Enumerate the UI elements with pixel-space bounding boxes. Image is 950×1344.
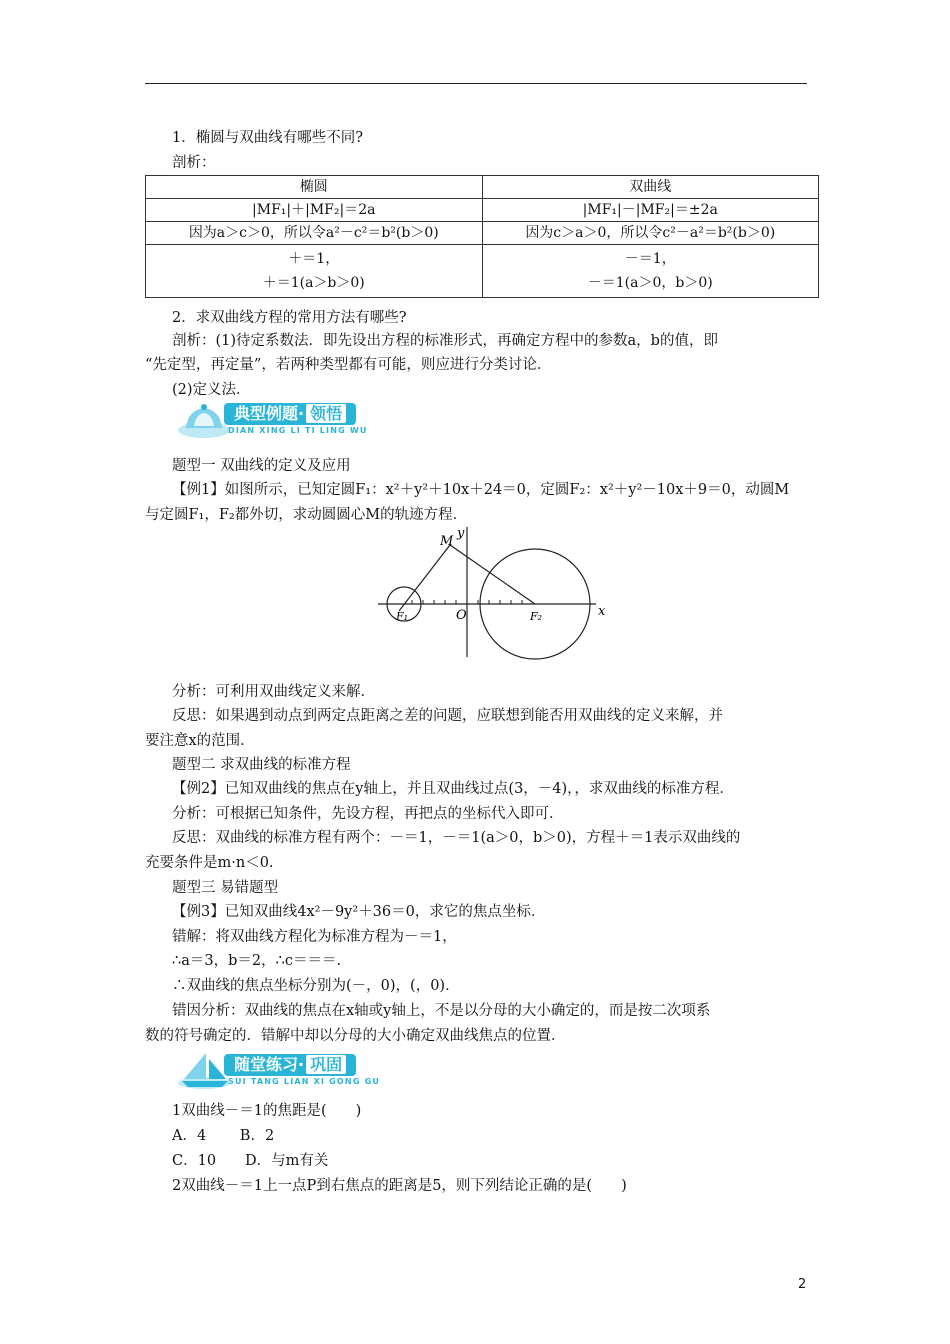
comparison-table: [145, 175, 819, 298]
type2-reflect-line: 反思：双曲线的标准方程有两个：－＝1，－＝1(a＞0，b＞0)，方程＋＝1表示双曲线的: [172, 830, 741, 846]
table-cell-line: ＋＝1，: [288, 251, 340, 267]
table-cell: 因为a＞c＞0，所以令a²－c²＝b²(b＞0): [146, 222, 483, 245]
type1-analysis: 分析：可利用双曲线定义来解．: [172, 684, 375, 700]
table-row: [146, 222, 819, 245]
example1-line: 【例1】如图所示，已知定圆F₁：x²＋y²＋10x＋24＝0，定圆F₂：x²＋y²－10x＋9＝0，动圆M: [172, 482, 790, 498]
label-M: M: [440, 534, 454, 549]
table-cell-line: ＋＝1(a＞b＞0): [262, 275, 365, 291]
type1-title: 题型一 双曲线的定义及应用: [172, 458, 351, 474]
circles-figure: [374, 523, 614, 663]
practice-q1: 1双曲线－＝1的焦距是( ): [172, 1103, 362, 1119]
type1-reflect-line: 反思：如果遇到动点到两定点距离之差的问题，应联想到能否用双曲线的定义来解，并: [172, 708, 723, 724]
q1-title: 1．椭圆与双曲线有哪些不同?: [172, 130, 363, 146]
table-cell: 因为c＞a＞0，所以令c²－a²＝b²(b＞0): [482, 222, 819, 245]
table-row: [146, 245, 819, 298]
section-banner-practice: [176, 1051, 406, 1091]
table-cell-line: －＝1(a＞0，b＞0): [587, 275, 713, 291]
page-number: 2: [798, 1277, 807, 1292]
label-O: O: [456, 608, 467, 623]
header-rule: [145, 83, 807, 84]
q2-analysis-line: “先定型，再定量”，若两种类型都有可能，则应进行分类讨论．: [145, 357, 552, 373]
table-row: [146, 199, 819, 222]
table-cell: |MF₁|－|MF₂|＝±2a: [482, 199, 819, 222]
q2-analysis-line: 剖析：(1)待定系数法．即先设出方程的标准形式，再确定方程中的参数a，b的值，即: [172, 333, 718, 349]
table-head-ellipse: 椭圆: [146, 176, 483, 199]
type2-reflect-line: 充要条件是m·n＜0.: [145, 855, 274, 871]
practice-q2: 2双曲线－＝1上一点P到右焦点的距离是5，则下列结论正确的是( ): [172, 1178, 627, 1194]
table-cell-line: －＝1，: [624, 251, 676, 267]
banner-title: 典型例题· 领悟: [224, 403, 356, 425]
wrong-solution-line: ∴a＝3，b＝2，∴c＝＝＝.: [172, 953, 342, 969]
type2-analysis: 分析：可根据已知条件，先设方程，再把点的坐标代入即可．: [172, 806, 564, 822]
table-cell: |MF₁|＋|MF₂|＝2a: [146, 199, 483, 222]
label-F1: F₁: [396, 610, 409, 623]
type2-title: 题型二 求双曲线的标准方程: [172, 757, 351, 773]
type3-title: 题型三 易错题型: [172, 880, 279, 896]
label-y: y: [457, 526, 465, 541]
table-cell: [482, 245, 819, 298]
practice-q1-options: A．4 B．2: [172, 1128, 275, 1144]
table-head-hyperbola: 双曲线: [482, 176, 819, 199]
banner-title: 随堂练习· 巩固: [224, 1054, 356, 1076]
error-cause-line: 错因分析：双曲线的焦点在x轴或y轴上，不是以分母的大小确定的，而是按二次项系: [172, 1003, 711, 1019]
label-F2: F₂: [530, 610, 543, 623]
section-banner-examples: [176, 400, 406, 440]
q2-title: 2．求双曲线方程的常用方法有哪些?: [172, 310, 407, 326]
type1-reflect-line: 要注意x的范围．: [145, 733, 255, 749]
label-x: x: [598, 604, 606, 619]
table-row: [146, 176, 819, 199]
example2-line: 【例2】已知双曲线的焦点在y轴上，并且双曲线过点(3，－4)，，求双曲线的标准方程．: [172, 781, 734, 797]
table-cell: [146, 245, 483, 298]
banner-subtitle: DIAN XING LI TI LING WU: [228, 426, 368, 435]
banner-subtitle: SUI TANG LIAN XI GONG GU: [228, 1077, 381, 1086]
example1-line: 与定圆F₁，F₂都外切，求动圆圆心M的轨迹方程．: [145, 507, 468, 523]
q2-analysis-line: (2)定义法．: [172, 382, 251, 398]
practice-q1-options: C．10 D．与m有关: [172, 1153, 329, 1169]
wrong-solution-line: 错解：将双曲线方程化为标准方程为－＝1，: [172, 929, 457, 945]
error-cause-line: 数的符号确定的．错解中却以分母的大小确定双曲线焦点的位置．: [145, 1028, 566, 1044]
q1-analysis-label: 剖析：: [172, 155, 216, 171]
wrong-solution-line: ∴双曲线的焦点坐标分别为(－，0)，(，0)．: [172, 978, 460, 994]
example3-line: 【例3】已知双曲线4x²－9y²＋36＝0，求它的焦点坐标．: [172, 904, 546, 920]
